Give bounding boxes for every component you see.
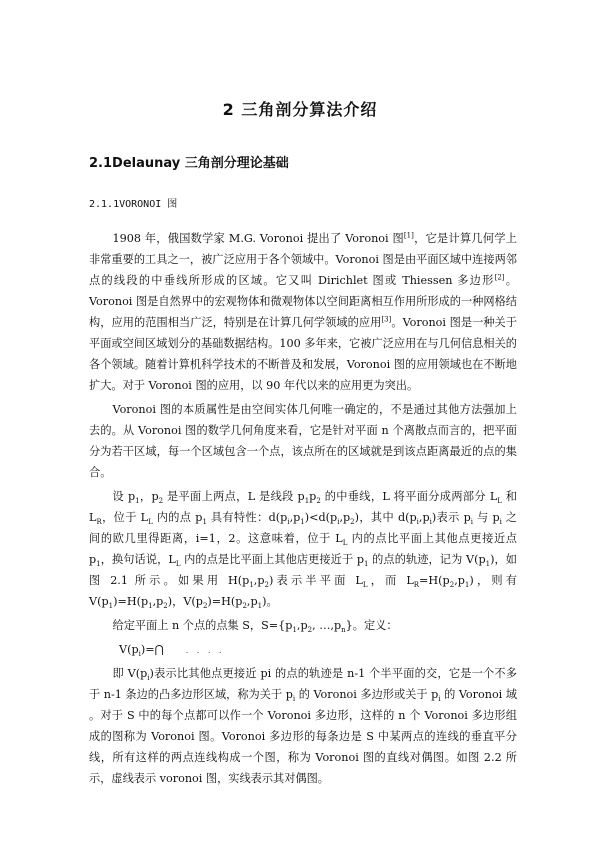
text: )=⋂ (140, 643, 164, 656)
subscript: 2 (242, 602, 247, 611)
text: 与 p (473, 511, 500, 524)
text: 内的点 p (152, 511, 203, 524)
subscript: 1 (135, 497, 140, 506)
subscript: 2 (307, 626, 313, 635)
paragraph-point-set (89, 615, 517, 636)
text: ,p (253, 574, 265, 587)
text: 的中垂线，L 将平面分成两部分 L (320, 490, 498, 503)
subscript: i (429, 518, 432, 527)
text: )=H(p (207, 595, 243, 608)
text: ,p (418, 511, 430, 524)
subscript: i (147, 674, 150, 683)
text: 的点的轨迹，记为 V(p (368, 553, 486, 566)
text: 的 Voronoi 域 。对于 S 中的每个点都可以作一个 Voronoi 多边形，这样的 n 个 Voronoi 多边形组成的图称为 Voronoi 图。Voronoi 多边形的每条边是 S 中某两点的连线的垂直平分线，所有这样的两点连线构成一个图，称为 Voronoi 图的直线对偶图。如图 2.2 所示，虚线表示 voronoi 图，实线表示其对偶图。 (89, 688, 518, 785)
subscript: i (438, 695, 441, 704)
text: ，换句话说，L (100, 553, 176, 566)
subscript: 2 (158, 497, 164, 506)
subscript: R (96, 518, 102, 527)
subscript: 1 (292, 626, 297, 635)
text: 设 p (112, 490, 136, 503)
paragraph-voronoi-polygon (89, 663, 517, 789)
text: )=H(p (113, 595, 149, 608)
text: 给定平面上 n 个点的点集 S，S={p (112, 619, 293, 632)
text: 即 V(p (112, 667, 148, 680)
text: 具有特性：d(p (206, 511, 288, 524)
subscript: 1 (249, 581, 254, 590)
text: 。Voronoi 图是自然界中的宏观物体和微观物体以空间距离相互作用所形成的一种网格结构，应用的范围相当广泛，特别是在计算几何学领域的应用 (89, 274, 517, 329)
text: ,p (289, 511, 301, 524)
text: ,p (152, 595, 164, 608)
section-title: 2.1Delaunay 三角剖分理论基础 (89, 156, 289, 171)
subscript: i (337, 518, 340, 527)
subscript: R (413, 581, 420, 590)
subscript: 2 (264, 581, 269, 590)
text: 之间的欧几里得距离，i=1，2。这意味着，位于 L (89, 511, 517, 545)
paragraph-half-plane (89, 486, 517, 612)
subscript: 2 (316, 497, 321, 506)
text: )<d(p (304, 511, 338, 524)
text: }。定义： (345, 619, 398, 632)
subscript: 1 (202, 518, 207, 527)
text: ,p (339, 511, 351, 524)
text: ,p (246, 595, 258, 608)
subscript: n (341, 626, 346, 635)
text: =H(p (419, 574, 450, 587)
text: 内的点比平面上其他点更接近点 p (89, 532, 517, 566)
voronoi-definition-formula (119, 639, 517, 661)
chapter-title: 2 三角剖分算法介绍 (222, 100, 378, 119)
text: V(p (119, 643, 139, 656)
citation: [1] (403, 231, 414, 240)
subscript: 1 (304, 497, 310, 506)
subscript: 1 (257, 602, 263, 611)
text: ，位于 L (101, 511, 149, 524)
subscript: L (342, 539, 348, 548)
citation: [3] (381, 315, 392, 324)
text: ,p (454, 574, 465, 587)
citation: [2] (494, 273, 505, 282)
paragraph-voronoi-essence: Voronoi 图的本质属性是由空间实体几何唯一确定的，不是通过其他方法强加上去的。从 Voronoi 图的数学几何角度来看，它是针对平面 n 个离散点而言的，把平面分为若干区域，每一个区域包含一个点，该点所在的区域就是到该点距离最近的点的集合。 (89, 403, 517, 479)
subscript: L (362, 581, 368, 590)
subscript: 1 (464, 581, 470, 590)
text: p (309, 490, 317, 503)
subscript: 1 (485, 560, 491, 569)
subscript: 2 (350, 518, 355, 527)
subscript: L (148, 518, 153, 527)
text: 的 Voronoi 多边形或关于 p (295, 688, 439, 701)
paragraph-voronoi-history (89, 228, 517, 396)
text: )，其中 d(p (354, 511, 417, 524)
subscript: i (287, 518, 290, 527)
text: )。 (262, 595, 278, 608)
text: )表示半平面 L (268, 574, 363, 587)
formula-dots: . . . . (185, 646, 225, 655)
subscript: 1 (364, 560, 369, 569)
text: )表示 p (431, 511, 471, 524)
subscript: 2 (202, 602, 208, 611)
text: )，V(p (167, 595, 203, 608)
text: )表示比其他点更接近 pi 的点的轨迹是 n-1 个半平面的交，它是一个不多于 n-1 条边的凸多边形区域，称为关于 p (89, 667, 517, 701)
subscript: 1 (96, 560, 101, 569)
subscript: 2 (449, 581, 455, 590)
subscript: 1 (148, 602, 153, 611)
text: )，如图 2.1 所示。如果用 H(p (89, 553, 517, 587)
text: 内的点是比平面上其他店更接近于 p (180, 553, 365, 566)
subscript: L (175, 560, 181, 569)
subscript: 1 (108, 602, 114, 611)
subscript: i (416, 518, 419, 527)
text: 1908 年，俄国数学家 M.G. Voronoi 提出了 Voronoi 图 (112, 232, 404, 245)
subscript: 1 (300, 518, 305, 527)
subsection-title: 2.1.1VORONOI 图 (89, 199, 178, 210)
text: 和 L (89, 490, 517, 524)
body-text (89, 228, 517, 792)
text: )，则有 V(p (89, 574, 517, 608)
subscript: i (499, 518, 502, 527)
text: 是平面上两点，L 是线段 p (163, 490, 305, 503)
subscript: i (138, 650, 141, 659)
text: 。Voronoi 图是一种关于平面或空间区域划分的基础数据结构。100 多年来，它被广泛应用在与几何信息相关的各个领域。随着计算机科学技术的不断普及和发展，Voronoi 图的应用领域也在不断地扩大。对于 Voronoi 图的应用，以 90 年代以来的应用更为突出。 (89, 316, 517, 392)
text: ，而 L (367, 574, 414, 587)
text: , …,p (312, 619, 342, 632)
subscript: i (292, 695, 296, 704)
text: ，p (139, 490, 159, 503)
text: ，它是计算几何学上非常重要的工具之一，被广泛应用于各个领域中。Voronoi 图是由平面区域中连接两邻点的线段的中垂线所形成的区域。它又叫 Dirichlet 图或 Thiessen 多边形 (89, 232, 517, 287)
text: ,p (296, 619, 308, 632)
subscript: L (497, 497, 502, 506)
subscript: i (470, 518, 474, 527)
subscript: 2 (163, 602, 168, 611)
